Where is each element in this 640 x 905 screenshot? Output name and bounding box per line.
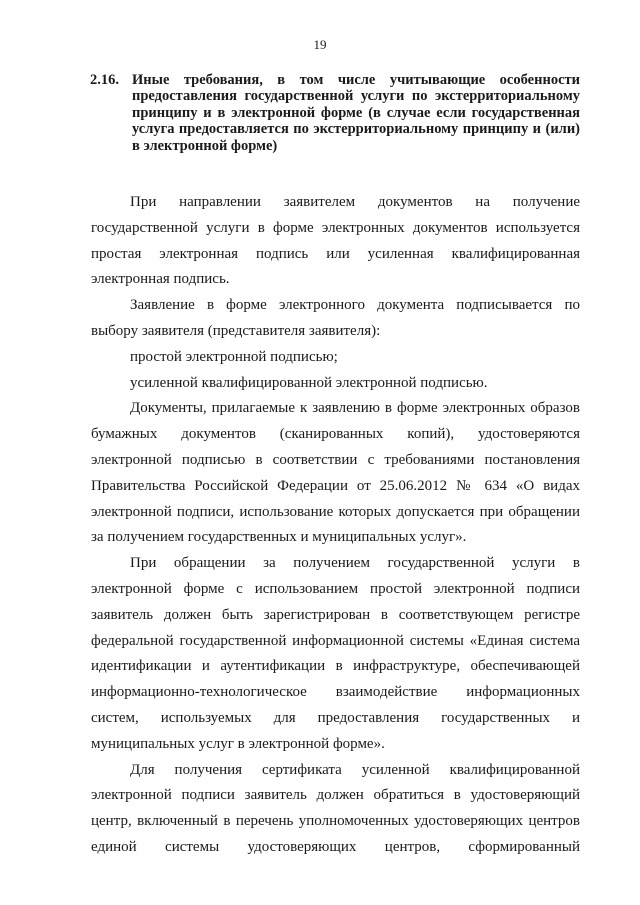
section-heading bbox=[90, 72, 580, 154]
list-item: усиленной квалифицированной электронной подписью. bbox=[130, 374, 488, 391]
paragraph: Заявление в форме электронного документа подписывается по выбору заявителя (представителя заявителя): bbox=[91, 297, 580, 339]
section-number: 2.16. bbox=[90, 72, 119, 88]
page-number: 19 bbox=[313, 37, 327, 52]
paragraph: Документы, прилагаемые к заявлению в форме электронных образов бумажных документов (сканированных копий), удостоверяются электронной подписью в соответствии с требованиями постановления Правительства Российской Федерации от 25.06.2012 № 634 «О видах электронной подписи, использование которых допускается при обращении за получением государственных и муниципальных услуг». bbox=[91, 400, 580, 546]
list-item: простой электронной подписью; bbox=[130, 348, 338, 365]
body-text bbox=[91, 190, 580, 861]
paragraph: Для получения сертификата усиленной квалифицированной электронной подписи заявитель должен обратиться в удостоверяющий центр, включенный в перечень уполномоченных удостоверяющих центров единой системы удостоверяющих центров, сформированный bbox=[91, 761, 580, 855]
paragraph: При направлении заявителем документов на получение государственной услуги в форме электронных документов используется простая электронная подпись или усиленная квалифицированная электронная подпись. bbox=[91, 194, 580, 288]
paragraph: При обращении за получением государственной услуги в электронной форме с использованием простой электронной подписи заявитель должен быть зарегистрирован в соответствующем регистре федеральной государственной информационной системы «Единая система идентификации и аутентификации в инфраструктуре, обеспечивающей информационно-технологическое взаимодействие информационных систем, используемых для предоставления государственных и муниципальных услуг в электронной форме». bbox=[91, 555, 580, 752]
section-title: Иные требования, в том числе учитывающие особенности предоставления государственной услуги по экстерриториальному принципу и в электронной форме (в случае если государственная услуга предоставляется по экстерриториальному принципу и (или) в электронной форме) bbox=[132, 72, 580, 154]
